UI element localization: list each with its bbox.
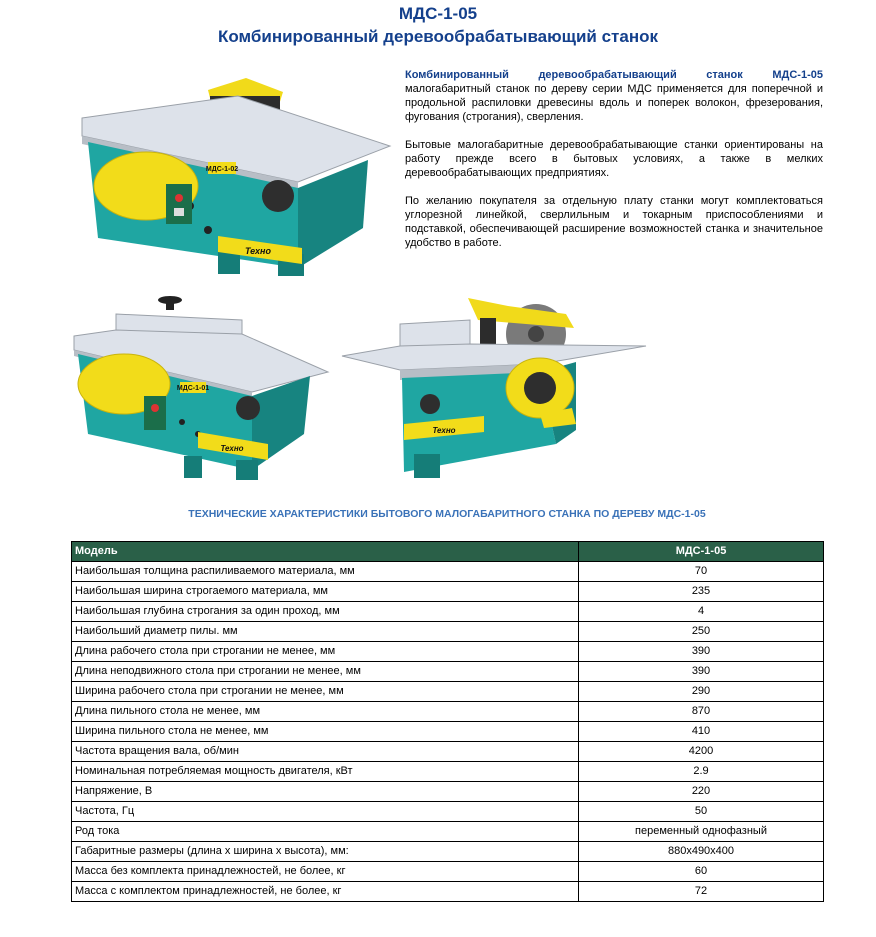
- intro-paragraph-1: [405, 68, 823, 124]
- intro-lead: Комбинированный деревообрабатывающий станок МДС-1-05: [405, 69, 823, 81]
- spec-row: [72, 862, 824, 882]
- spec-value: 880х490х400: [579, 842, 824, 862]
- brand-plate-3: Техно: [432, 426, 456, 435]
- spec-row: [72, 802, 824, 822]
- spec-param: Частота, Гц: [72, 802, 579, 822]
- spec-section-title: ТЕХНИЧЕСКИЕ ХАРАКТЕРИСТИКИ БЫТОВОГО МАЛОГАБАРИТНОГО СТАНКА ПО ДЕРЕВУ МДС-1-05: [188, 508, 706, 520]
- spec-row: [72, 782, 824, 802]
- spec-value: 72: [579, 882, 824, 902]
- spec-value: 235: [579, 582, 824, 602]
- intro-paragraph-1-text: малогабаритный станок по дереву серии МДС применяется для поперечной и продольной распиловки древесины вдоль и поперек волокон, фрезерования, фугования (строгания), сверления.: [405, 83, 823, 123]
- spec-row: [72, 882, 824, 902]
- spec-param: Наибольшая глубина строгания за один проход, мм: [72, 602, 579, 622]
- brand-plate-2: Техно: [220, 444, 244, 453]
- intro-paragraph-3: По желанию покупателя за отдельную плату станки могут комплектоваться углорезной линейкой, сверлильным и токарным приспособлениями и подставкой, обеспечивающей расширение возможностей станка и значительное удобство в работе.: [405, 195, 823, 249]
- spec-row: [72, 662, 824, 682]
- spec-row: [72, 702, 824, 722]
- machine-photo-2: [72, 294, 330, 482]
- model-plate-2: МДС-1-01: [176, 385, 210, 392]
- spec-value: 390: [579, 662, 824, 682]
- spec-value: 60: [579, 862, 824, 882]
- spec-row: [72, 742, 824, 762]
- spec-param: Напряжение, В: [72, 782, 579, 802]
- spec-table-header: [72, 542, 824, 562]
- spec-value: 410: [579, 722, 824, 742]
- spec-row: [72, 602, 824, 622]
- spec-row: [72, 822, 824, 842]
- machine-photo-1: [78, 78, 394, 278]
- page-subtitle: Комбинированный деревообрабатывающий станок: [217, 27, 659, 46]
- spec-row: [72, 642, 824, 662]
- spec-param: Длина рабочего стола при строгании не менее, мм: [72, 642, 579, 662]
- spec-table-body: [72, 562, 824, 902]
- spec-param: Ширина пильного стола не менее, мм: [72, 722, 579, 742]
- intro-text: [405, 68, 823, 264]
- spec-header-value: МДС-1-05: [579, 542, 824, 562]
- machine-photo-3: [340, 294, 648, 480]
- spec-value: 870: [579, 702, 824, 722]
- spec-row: [72, 622, 824, 642]
- spec-param: Габаритные размеры (длина х ширина х высота), мм:: [72, 842, 579, 862]
- spec-value: 290: [579, 682, 824, 702]
- spec-value: 4: [579, 602, 824, 622]
- spec-value: 4200: [579, 742, 824, 762]
- spec-value: 250: [579, 622, 824, 642]
- brand-plate-1: Техно: [245, 246, 271, 256]
- spec-param: Масса без комплекта принадлежностей, не более, кг: [72, 862, 579, 882]
- spec-value: 390: [579, 642, 824, 662]
- model-plate-1: МДС-1-02: [205, 166, 239, 173]
- spec-row: [72, 582, 824, 602]
- spec-value: 2.9: [579, 762, 824, 782]
- spec-param: Длина пильного стола не менее, мм: [72, 702, 579, 722]
- spec-row: [72, 842, 824, 862]
- spec-param: Род тока: [72, 822, 579, 842]
- spec-row: [72, 762, 824, 782]
- spec-table: [71, 541, 824, 902]
- spec-value: 50: [579, 802, 824, 822]
- page-title: МДС-1-05: [398, 4, 478, 23]
- spec-value: 220: [579, 782, 824, 802]
- spec-row: [72, 722, 824, 742]
- spec-param: Наибольший диаметр пилы. мм: [72, 622, 579, 642]
- spec-param: Наибольшая толщина распиливаемого материала, мм: [72, 562, 579, 582]
- spec-param: Номинальная потребляемая мощность двигателя, кВт: [72, 762, 579, 782]
- spec-row: [72, 682, 824, 702]
- spec-param: Частота вращения вала, об/мин: [72, 742, 579, 762]
- spec-value: 70: [579, 562, 824, 582]
- spec-param: Длина неподвижного стола при строгании не менее, мм: [72, 662, 579, 682]
- spec-value: переменный однофазный: [579, 822, 824, 842]
- spec-param: Масса с комплектом принадлежностей, не более, кг: [72, 882, 579, 902]
- spec-param: Наибольшая ширина строгаемого материала, мм: [72, 582, 579, 602]
- spec-row: [72, 562, 824, 582]
- spec-param: Ширина рабочего стола при строгании не менее, мм: [72, 682, 579, 702]
- spec-header-param: Модель: [72, 542, 579, 562]
- intro-paragraph-2: Бытовые малогабаритные деревообрабатывающие станки ориентированы на работу прежде всего в бытовых условиях, а также в мелких деревообрабатывающих предприятиях.: [405, 139, 823, 179]
